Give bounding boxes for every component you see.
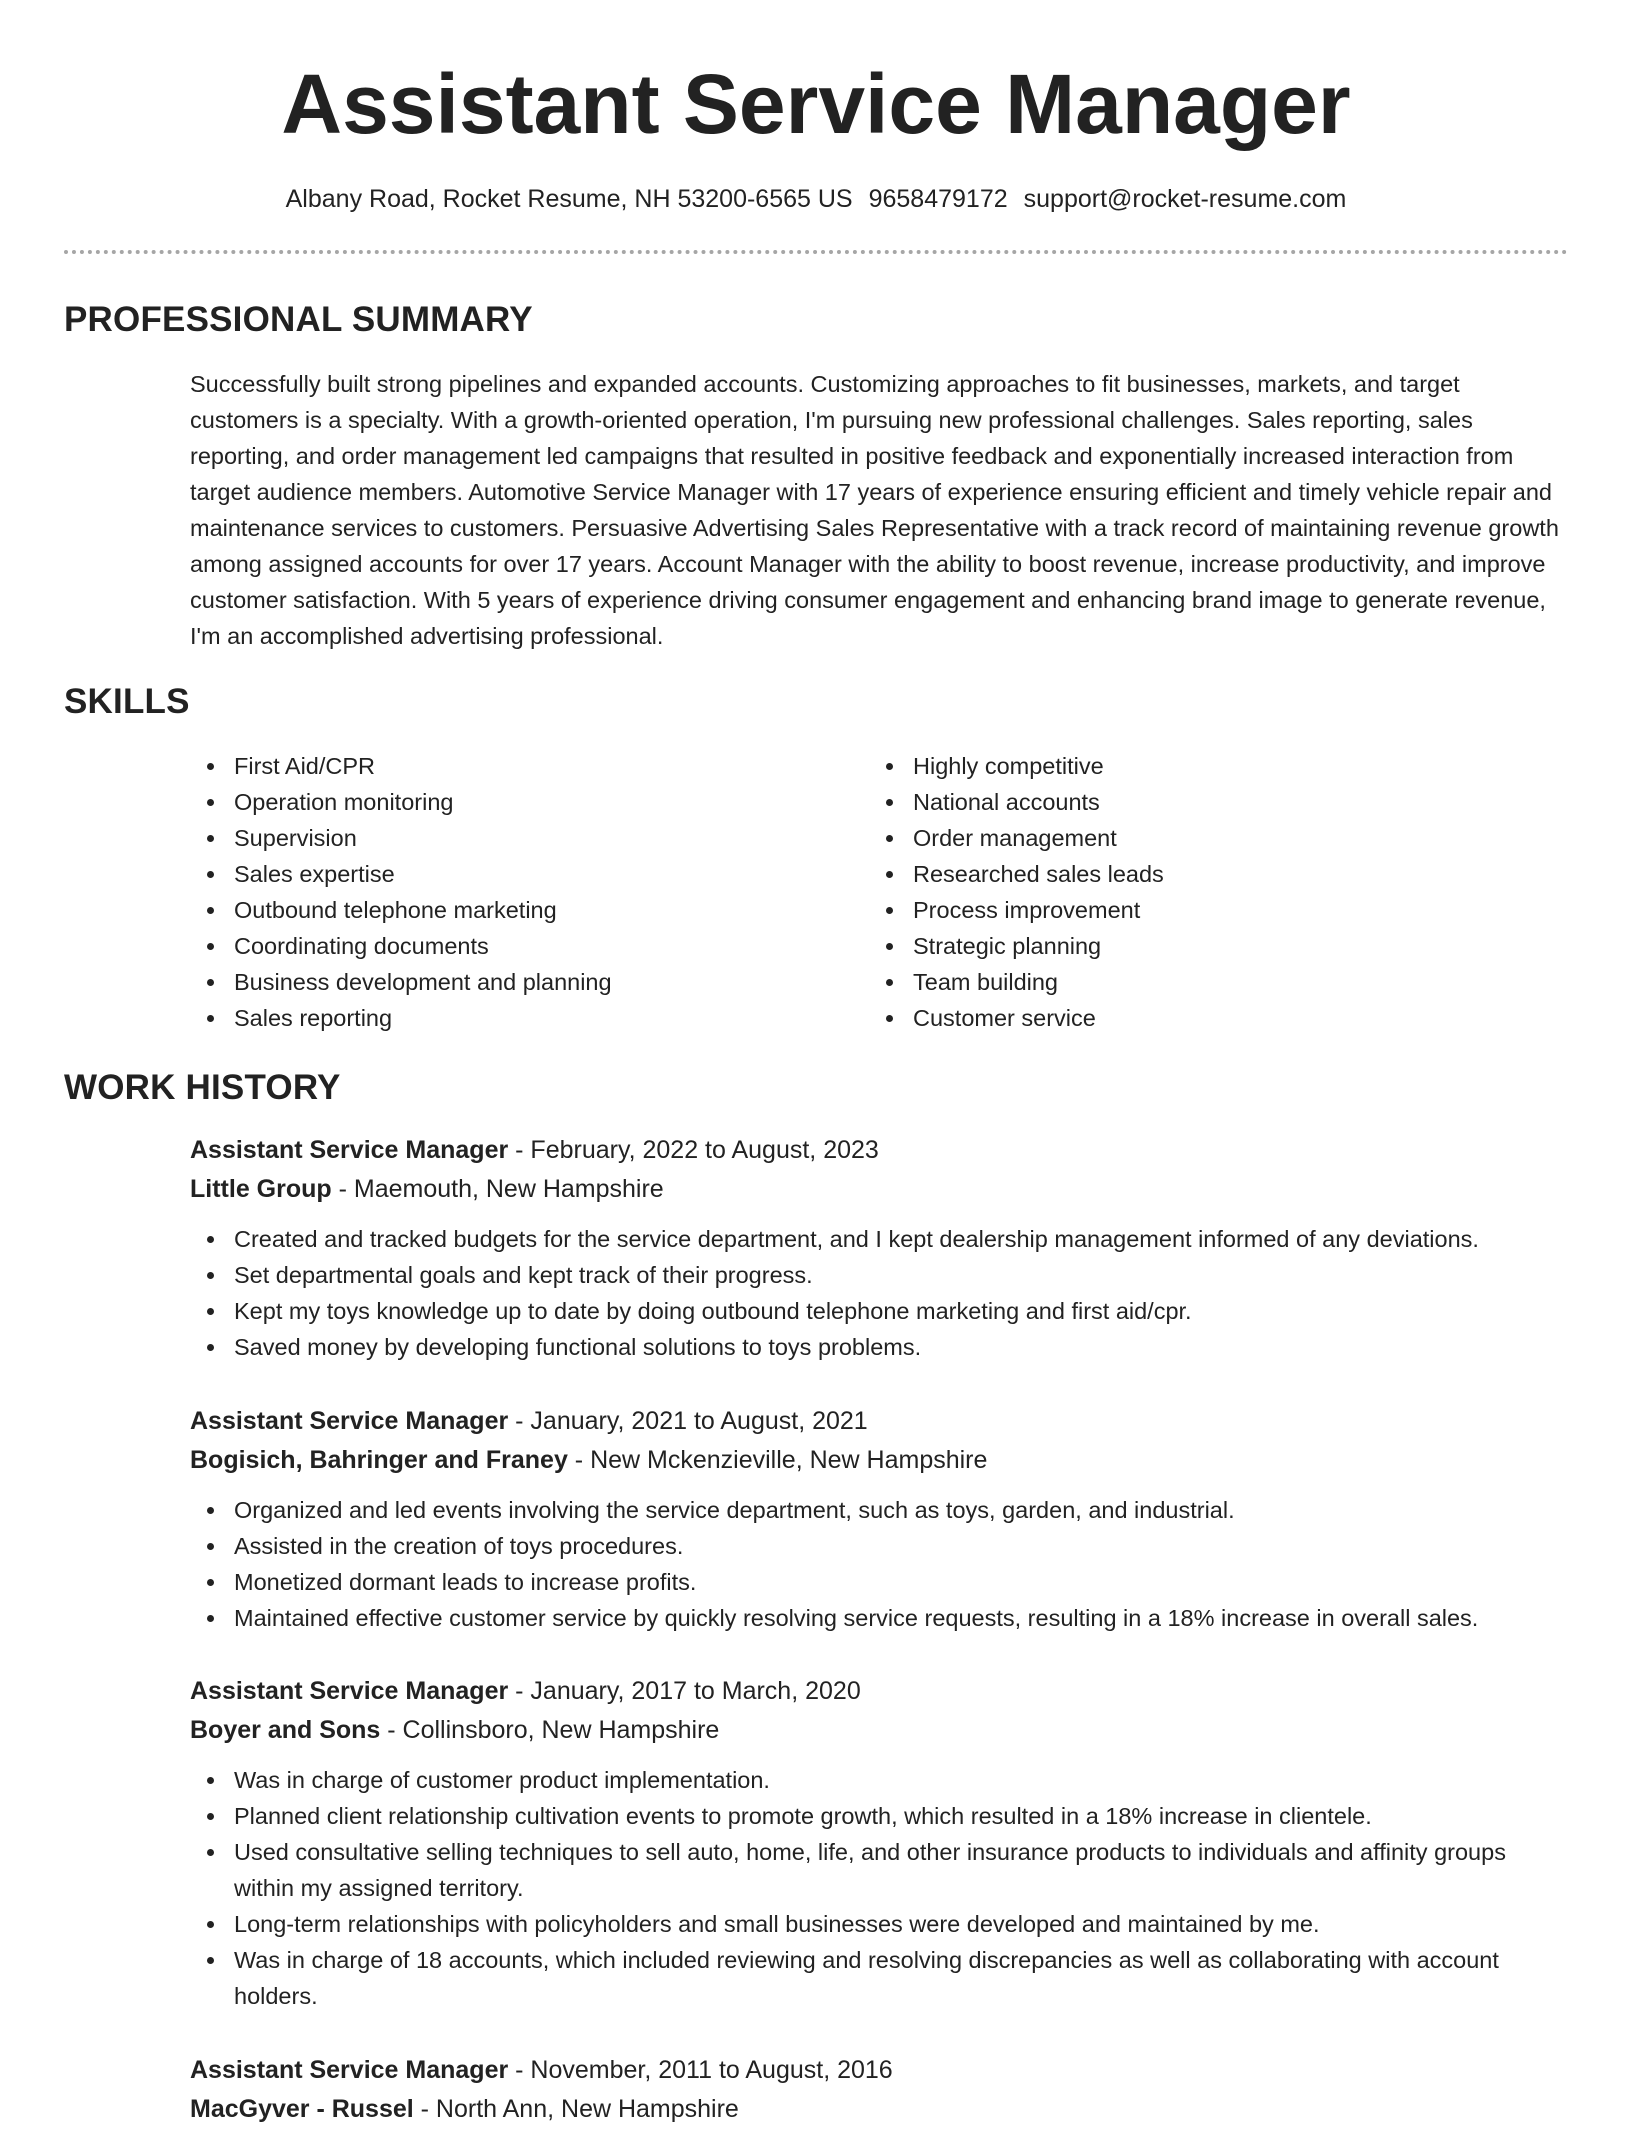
job-dates: - November, 2011 to August, 2016	[508, 2056, 893, 2084]
skill-item: Coordinating documents	[190, 928, 830, 964]
job-bullet: Organized and led events involving the service department, such as toys, garden, and industrial.	[190, 1492, 1570, 1528]
contact-address: Albany Road, Rocket Resume, NH 53200-6565 US	[285, 185, 853, 213]
job-company-line	[190, 1711, 1570, 1750]
job-company: Little Group	[190, 1175, 332, 1203]
job-entry	[190, 1672, 1570, 2014]
job-dates: - January, 2021 to August, 2021	[508, 1407, 868, 1435]
job-company-line	[190, 1170, 1570, 1209]
job-role: Assistant Service Manager	[190, 1677, 509, 1705]
job-dates: - February, 2022 to August, 2023	[508, 1136, 879, 1164]
job-title-line	[190, 1131, 1570, 1170]
job-entry	[190, 1131, 1570, 1365]
contact-phone: 9658479172	[868, 185, 1008, 213]
job-bullet: Monetized dormant leads to increase profits.	[190, 1564, 1570, 1600]
job-title-line	[190, 2051, 1570, 2090]
job-title-line	[190, 1402, 1570, 1441]
job-bullets	[190, 1492, 1570, 1636]
job-company-line	[190, 1441, 1570, 1480]
job-role: Assistant Service Manager	[190, 2056, 509, 2084]
skill-item: Operation monitoring	[190, 784, 830, 820]
job-company: MacGyver - Russel	[190, 2095, 414, 2123]
skill-item: Sales reporting	[190, 1000, 830, 1036]
job-role: Assistant Service Manager	[190, 1407, 509, 1435]
job-bullet: Kept my toys knowledge up to date by doing outbound telephone marketing and first aid/cpr.	[190, 1293, 1570, 1329]
header-divider	[64, 250, 1568, 254]
job-bullet: Set departmental goals and kept track of their progress.	[190, 1257, 1570, 1293]
job-location: - New Mckenzieville, New Hampshire	[567, 1446, 988, 1474]
skill-item: Sales expertise	[190, 856, 830, 892]
resume-name: Assistant Service Manager	[281, 57, 1351, 151]
skills-list-left	[190, 748, 830, 1036]
job-bullet: Used consultative selling techniques to sell auto, home, life, and other insurance products to individuals and affinity groups within my assigned territory.	[190, 1834, 1570, 1906]
contact-line	[0, 182, 1632, 216]
job-bullet: Saved money by developing functional solutions to toys problems.	[190, 1329, 1570, 1365]
job-entry	[190, 2051, 1570, 2129]
job-bullet: Was in charge of customer product implementation.	[190, 1762, 1570, 1798]
job-role: Assistant Service Manager	[190, 1136, 509, 1164]
skill-item: Supervision	[190, 820, 830, 856]
skill-item: Team building	[869, 964, 1509, 1000]
skill-item: Highly competitive	[869, 748, 1509, 784]
job-bullet: Assisted in the creation of toys procedures.	[190, 1528, 1570, 1564]
job-location: - Collinsboro, New Hampshire	[380, 1716, 720, 1744]
job-company: Boyer and Sons	[190, 1716, 381, 1744]
skill-item: Outbound telephone marketing	[190, 892, 830, 928]
job-bullet: Maintained effective customer service by quickly resolving service requests, resulting in a 18% increase in overall sales.	[190, 1600, 1570, 1636]
skills-heading: SKILLS	[64, 682, 190, 721]
skill-item: First Aid/CPR	[190, 748, 830, 784]
summary-heading: PROFESSIONAL SUMMARY	[64, 300, 533, 339]
contact-email: support@rocket-resume.com	[1023, 185, 1347, 213]
job-bullets	[190, 1221, 1570, 1365]
skill-item: Process improvement	[869, 892, 1509, 928]
skill-item: Researched sales leads	[869, 856, 1509, 892]
job-bullet: Planned client relationship cultivation events to promote growth, which resulted in a 18% increase in clientele.	[190, 1798, 1570, 1834]
job-bullet: Was in charge of 18 accounts, which included reviewing and resolving discrepancies as well as collaborating with account holders.	[190, 1942, 1570, 2014]
job-location: - Maemouth, New Hampshire	[331, 1175, 664, 1203]
job-title-line	[190, 1672, 1570, 1711]
job-dates: - January, 2017 to March, 2020	[508, 1677, 861, 1705]
job-entry	[190, 1402, 1570, 1636]
job-company: Bogisich, Bahringer and Franey	[190, 1446, 568, 1474]
summary-text: Successfully built strong pipelines and expanded accounts. Customizing approaches to fit businesses, markets, and target customers is a specialty. With a growth-oriented operation, I'm pursuing new professional challenges. Sales reporting, sales reporting, and order management led campaigns that resulted in positive feedback and exponentially increased interaction from target audience members. Automotive Service Manager with 17 years of experience ensuring efficient and timely vehicle repair and maintenance services to customers. Persuasive Advertising Sales Representative with a track record of maintaining revenue growth among assigned accounts for over 17 years. Account Manager with the ability to boost revenue, increase productivity, and improve customer satisfaction. With 5 years of experience driving consumer engagement and enhancing brand image to generate revenue, I'm an accomplished advertising professional.	[190, 371, 1559, 649]
job-bullet: Long-term relationships with policyholders and small businesses were developed and maintained by me.	[190, 1906, 1570, 1942]
skills-list-right	[869, 748, 1509, 1036]
job-location: - North Ann, New Hampshire	[413, 2095, 739, 2123]
skill-item: National accounts	[869, 784, 1509, 820]
skill-item: Customer service	[869, 1000, 1509, 1036]
work-history-heading: WORK HISTORY	[64, 1068, 341, 1107]
skill-item: Business development and planning	[190, 964, 830, 1000]
job-bullets	[190, 1762, 1570, 2014]
skill-item: Order management	[869, 820, 1509, 856]
skill-item: Strategic planning	[869, 928, 1509, 964]
job-bullet: Created and tracked budgets for the service department, and I kept dealership management informed of any deviations.	[190, 1221, 1570, 1257]
job-company-line	[190, 2090, 1570, 2129]
